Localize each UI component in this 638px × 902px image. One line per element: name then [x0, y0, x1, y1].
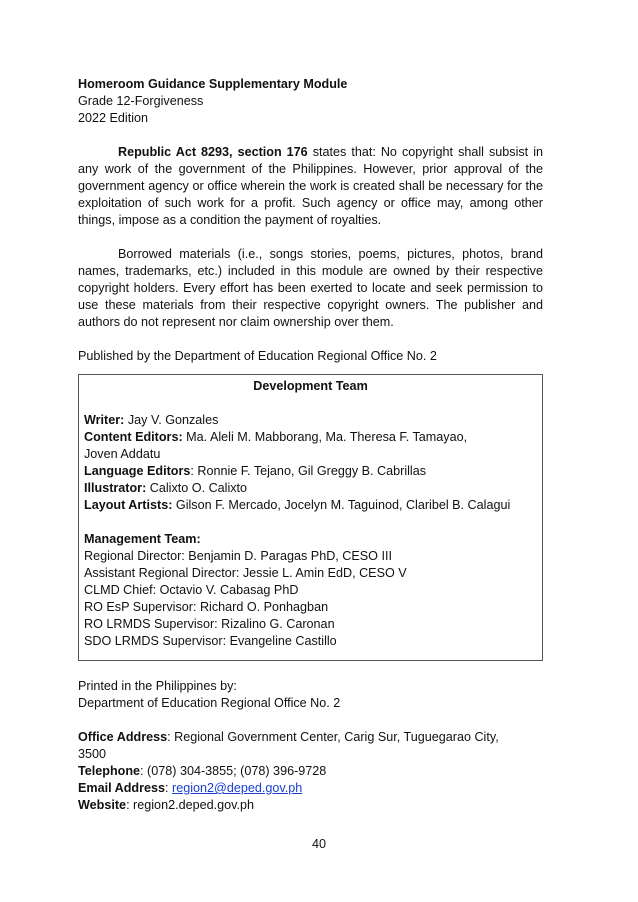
- regional-director-line: Regional Director: Benjamin D. Paragas PhD, CESO III: [84, 549, 392, 563]
- copyright-page: [78, 76, 543, 814]
- office-address-line-2: 3500: [78, 747, 107, 761]
- printed-line-1: Printed in the Philippines by:: [78, 679, 237, 693]
- edition-label: 2022 Edition: [78, 111, 149, 125]
- development-team-box: [78, 374, 543, 661]
- copyright-paragraph: Republic Act 8293, section 176 states that: No copyright shall subsist in any work of the government of the Philippines. However, prior approval of the government agency or office wherein the work is created shall be necessary for the exploitation of such work for a profit. Such agency or office may, among other things, impose as a condition the payment of royalties.: [78, 145, 543, 227]
- website-line: Website: region2.deped.gov.ph: [78, 798, 254, 812]
- sdo-supervisor-line: SDO LRMDS Supervisor: Evangeline Castillo: [84, 634, 337, 648]
- lrmds-supervisor-line: RO LRMDS Supervisor: Rizalino G. Caronan: [84, 617, 335, 631]
- module-title: Homeroom Guidance Supplementary Module: [78, 77, 348, 91]
- assistant-director-line: Assistant Regional Director: Jessie L. Amin EdD, CESO V: [84, 566, 407, 580]
- content-editors-line: Content Editors: Ma. Aleli M. Mabborang, Ma. Theresa F. Tamayao,: [84, 430, 468, 444]
- esp-supervisor-line: RO EsP Supervisor: Richard O. Ponhagban: [84, 600, 329, 614]
- management-team-title: Management Team:: [84, 532, 201, 546]
- clmd-chief-line: CLMD Chief: Octavio V. Cabasag PhD: [84, 583, 299, 597]
- email-line: Email Address: region2@deped.gov.ph: [78, 781, 303, 795]
- layout-artists-line: Layout Artists: Gilson F. Mercado, Jocelyn M. Taguinod, Claribel B. Calagui: [84, 498, 511, 512]
- telephone-line: Telephone: (078) 304-3855; (078) 396-9728: [78, 764, 327, 778]
- printed-line-2: Department of Education Regional Office No. 2: [78, 696, 341, 710]
- publisher-line: Published by the Department of Education Regional Office No. 2: [78, 349, 437, 363]
- grade-label: Grade 12-Forgiveness: [78, 94, 204, 108]
- language-editors-line: Language Editors: Ronnie F. Tejano, Gil Greggy B. Cabrillas: [84, 464, 427, 478]
- illustrator-line: Illustrator: Calixto O. Calixto: [84, 481, 248, 495]
- borrowed-materials-paragraph: Borrowed materials (i.e., songs stories, poems, pictures, photos, brand names, trademarks, etc.) included in this module are owned by their respective copyright holders. Every effort has been exerted to locate and seek permission to use these materials from their respective copyright owners. The publisher and authors do not represent nor claim ownership over them.: [78, 247, 543, 329]
- writer-line: Writer: Jay V. Gonzales: [84, 413, 219, 427]
- content-editors-line-2: Joven Addatu: [84, 447, 161, 461]
- email-link[interactable]: region2@deped.gov.ph: [172, 781, 303, 795]
- law-reference: Republic Act 8293, section 176: [118, 145, 308, 159]
- office-address-line: Office Address: Regional Government Center, Carig Sur, Tuguegarao City,: [78, 730, 499, 744]
- page-number: 40: [311, 837, 326, 851]
- development-team-title: Development Team: [253, 379, 368, 393]
